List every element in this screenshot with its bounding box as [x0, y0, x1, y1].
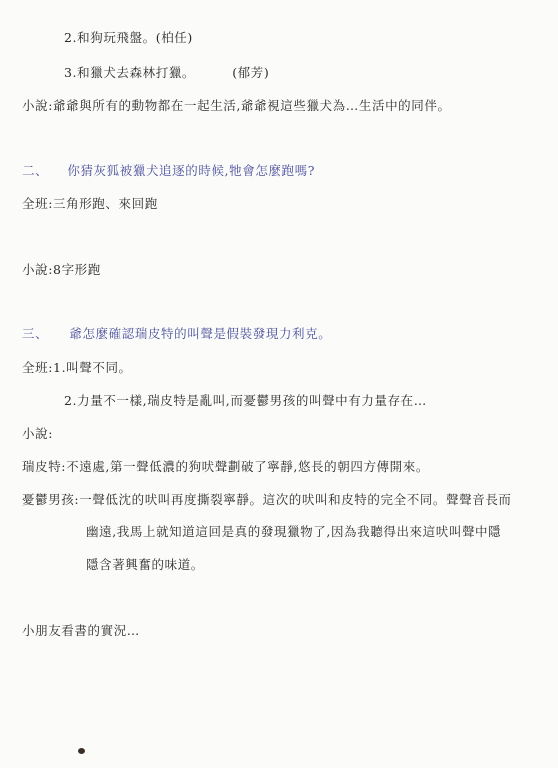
- answer-item-3: [64, 65, 269, 81]
- paper-speck: [78, 748, 85, 754]
- novel-quote-1: 小說:爺爺與所有的動物都在一起生活,爺爺視這些獵犬為…生活中的同伴。: [22, 98, 451, 113]
- question-3-heading: [22, 326, 331, 342]
- class-answer-2: 全班:三角形跑、來回跑: [22, 196, 158, 211]
- novel-answer-2: 小說:8字形跑: [22, 262, 101, 277]
- answer-item-3-author: (郁芳): [232, 65, 270, 80]
- question-2-heading: [22, 163, 315, 179]
- novel-label-3: 小說:: [22, 426, 54, 441]
- question-3-text: 爺怎麼確認瑞皮特的叫聲是假裝發現力利克。: [69, 326, 332, 341]
- question-3-number: 三、: [22, 326, 49, 341]
- novel-quote-sad-boy-2: 幽遠,我馬上就知道這回是真的發現獵物了,因為我聽得出來這吠叫聲中隱: [86, 524, 502, 539]
- novel-quote-sad-boy-3: 隱含著興奮的味道。: [86, 557, 204, 572]
- class-answer-3-item-2: 2.力量不一樣,瑞皮特是亂叫,而憂鬱男孩的叫聲中有力量存在…: [64, 393, 427, 408]
- novel-quote-repeat: 瑞皮特:不遠處,第一聲低濃的狗吠聲劃破了寧靜,悠長的朝四方傳開來。: [22, 459, 429, 474]
- answer-item-2: 2.和狗玩飛盤。(柏任): [64, 30, 193, 45]
- answer-item-3-text: 3.和獵犬去森林打獵。: [64, 65, 196, 80]
- question-2-number: 二、: [22, 163, 49, 178]
- reading-scene-caption: 小朋友看書的實況…: [22, 623, 140, 638]
- novel-quote-sad-boy-1: 憂鬱男孩:一聲低沈的吠叫再度撕裂寧靜。這次的吠叫和皮特的完全不同。聲聲音長而: [22, 492, 512, 507]
- question-2-text: 你猜灰狐被獵犬追逐的時候,牠會怎麼跑嗎?: [67, 163, 316, 178]
- class-answer-3-item-1: 全班:1.叫聲不同。: [22, 360, 132, 375]
